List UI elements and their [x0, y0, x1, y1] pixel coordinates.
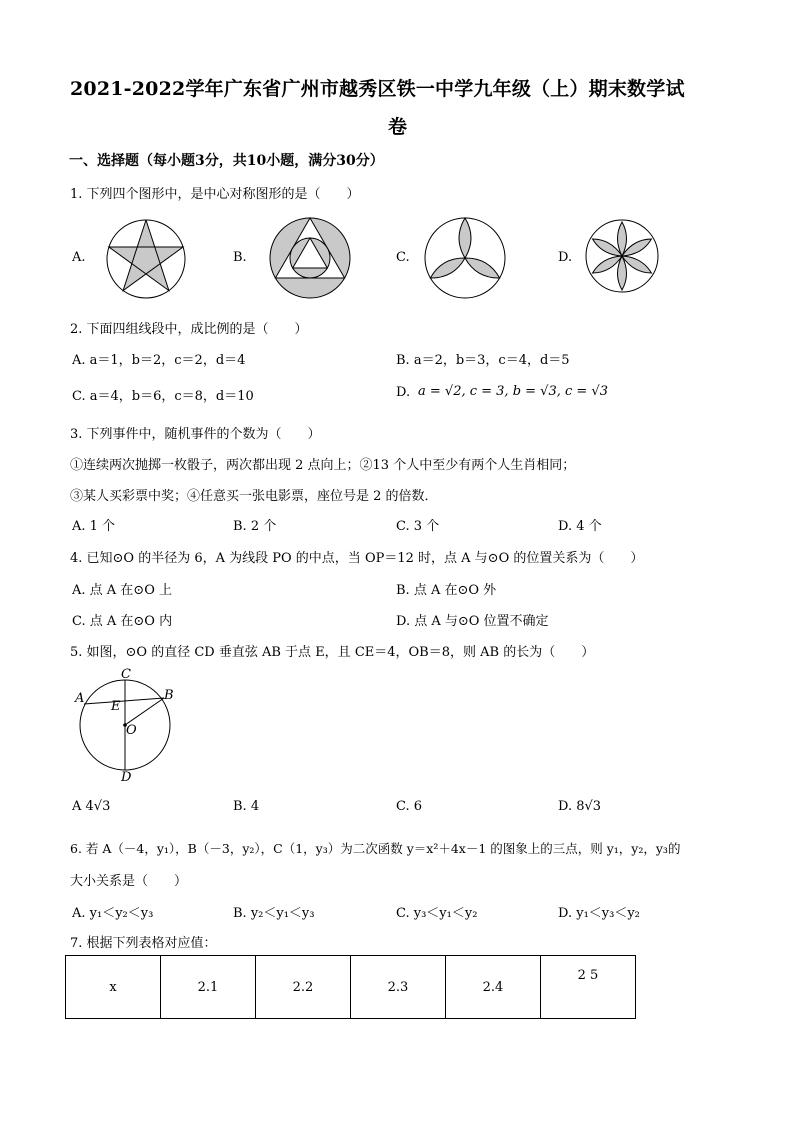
- q3-stem: 3. 下列事件中，随机事件的个数为（ ）: [70, 427, 321, 442]
- q2-option-c: C. a＝4，b＝6，c＝8，d＝10: [72, 389, 254, 404]
- q5-label-d: D: [121, 770, 132, 785]
- q1-figure-b-triangle-in-circle: [268, 216, 352, 300]
- q5-stem: 5. 如图，⊙O 的直径 CD 垂直弦 AB 于点 E，且 CE＝4，OB＝8，则 AB 的长为（ ）: [70, 645, 595, 660]
- q3-line2: ③某人买彩票中奖；④任意买一张电影票，座位号是 2 的倍数．: [70, 489, 438, 504]
- q3-line1: ①连续两次抛掷一枚骰子，两次都出现 2 点向上；②13 个人中至少有两个人生肖相同；: [70, 458, 576, 473]
- q5-label-b: B: [164, 688, 174, 703]
- table-row: [66, 956, 636, 1019]
- q2-stem: 2. 下面四组线段中，成比例的是（ ）: [70, 322, 308, 337]
- table-cell: 2 5: [541, 956, 636, 1019]
- q1-stem: 1. 下列四个图形中，是中心对称图形的是（ ）: [70, 187, 360, 202]
- table-cell: 2.4: [446, 956, 541, 1019]
- table-cell: 2.2: [256, 956, 351, 1019]
- q6-option-d: D. y₁＜y₃＜y₂: [558, 906, 640, 921]
- q5-option-c: C. 6: [396, 799, 423, 814]
- q1-label-d: D.: [558, 250, 573, 265]
- q1-figure-a-star-in-circle: [104, 217, 188, 301]
- table-cell: 2.1: [161, 956, 256, 1019]
- q5-option-a: A 4√3: [72, 799, 111, 814]
- q5-option-d: D. 8√3: [558, 799, 602, 814]
- q2-option-a: A. a＝1，b＝2，c＝2，d＝4: [72, 353, 246, 368]
- q5-label-e: E: [111, 699, 121, 714]
- q6-option-c: C. y₃＜y₁＜y₂: [396, 906, 478, 921]
- q4-stem: 4. 已知⊙O 的半径为 6，A 为线段 PO 的中点，当 OP＝12 时，点 A 与⊙O 的位置关系为（ ）: [70, 551, 644, 566]
- q2-option-b: B. a＝2，b＝3，c＝4，d＝5: [396, 353, 570, 368]
- q2-option-d: a = √2, c = 3, b = √3, c = √3: [418, 384, 608, 399]
- q5-label-a: A: [75, 691, 85, 706]
- q3-option-c: C. 3 个: [396, 519, 440, 534]
- q2-option-d-prefix: D.: [396, 385, 411, 400]
- q3-option-b: B. 2 个: [233, 519, 277, 534]
- q4-option-c: C. 点 A 在⊙O 内: [72, 614, 173, 629]
- q6-option-b: B. y₂＜y₁＜y₃: [233, 906, 315, 921]
- q5-label-c: C: [121, 667, 131, 682]
- q4-option-a: A. 点 A 在⊙O 上: [72, 583, 172, 598]
- section-heading: 一、选择题（每小题3分，共10小题，满分30分）: [69, 153, 384, 169]
- page-title-line2: 卷: [388, 116, 408, 138]
- q4-option-d: D. 点 A 与⊙O 位置不确定: [396, 614, 549, 629]
- q7-value-table: [65, 955, 636, 1019]
- q1-label-c: C.: [396, 250, 410, 265]
- q6-stem-line1: 6. 若 A（－4，y₁），B（－3，y₂），C（1，y₃）为二次函数 y＝x²＋4x－1 的图象上的三点，则 y₁，y₂，y₃的: [70, 841, 681, 856]
- q1-figure-d-six-petals: [584, 218, 660, 294]
- q5-label-o: O: [126, 723, 137, 738]
- q7-stem: 7. 根据下列表格对应值：: [70, 936, 217, 951]
- q6-stem-line2: 大小关系是（ ）: [70, 874, 188, 889]
- q3-option-d: D. 4 个: [558, 519, 602, 534]
- q1-label-a: A.: [72, 250, 86, 265]
- q1-figure-c-three-petals: [423, 216, 507, 300]
- q5-option-b: B. 4: [233, 799, 260, 814]
- table-cell: 2.3: [351, 956, 446, 1019]
- page-title-line1: 2021-2022学年广东省广州市越秀区铁一中学九年级（上）期末数学试: [70, 78, 685, 100]
- table-cell-x: x: [66, 956, 161, 1019]
- q3-option-a: A. 1 个: [72, 519, 116, 534]
- q1-label-b: B.: [233, 250, 247, 265]
- q4-option-b: B. 点 A 在⊙O 外: [396, 583, 497, 598]
- q6-option-a: A. y₁＜y₂＜y₃: [72, 906, 154, 921]
